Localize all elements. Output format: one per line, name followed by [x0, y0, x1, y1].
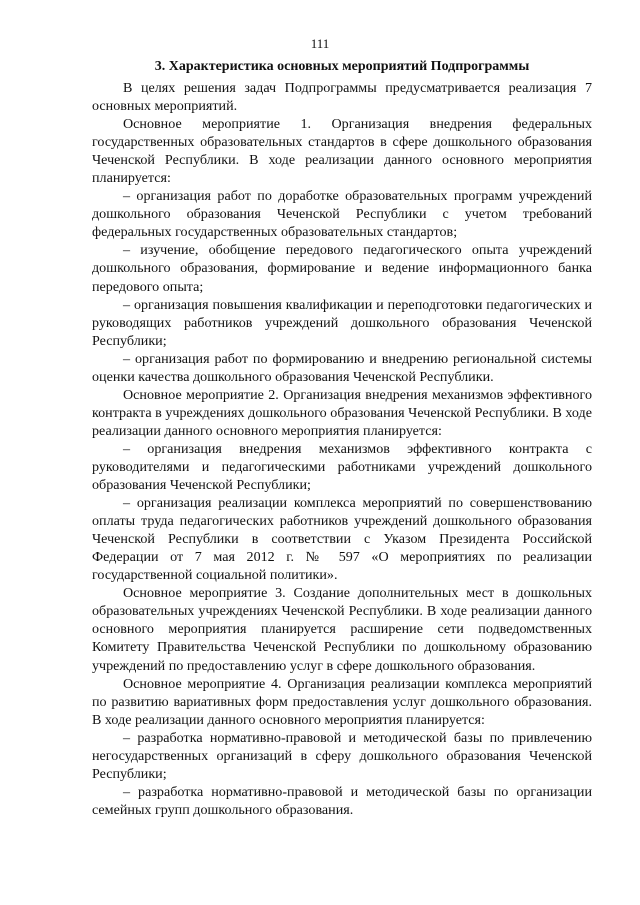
paragraph: – организация повышения квалификации и переподготовки педагогических и руководящих работников учреждений дошкольного образования Чеченской Республики;: [92, 296, 592, 349]
paragraph: – разработка нормативно-правовой и методической базы по организации семейных групп дошкольного образования.: [92, 783, 592, 818]
paragraph: Основное мероприятие 2. Организация внедрения механизмов эффективного контракта в учреждениях дошкольного образования Чеченской Республики. В ходе реализации данного основного мероприятия планируется:: [92, 386, 592, 439]
paragraph: Основное мероприятие 4. Организация реализации комплекса мероприятий по развитию вариативных форм предоставления услуг дошкольного образования. В ходе реализации данного основного мероприятия планируется:: [92, 675, 592, 728]
paragraph: Основное мероприятие 3. Создание дополнительных мест в дошкольных образовательных учреждениях Чеченской Республики. В ходе реализации данного основного мероприятия планируется расширение сети подведомственных Комитету Правительства Чеченской Республики по дошкольному образованию учреждений по предоставлению услуг в сфере дошкольного образования.: [92, 585, 592, 674]
document-body: [92, 79, 592, 819]
paragraph: – организация внедрения механизмов эффективного контракта с руководителями и педагогическими работниками учреждений дошкольного образования Чеченской Республики;: [92, 440, 592, 494]
page-number: 111: [310, 36, 330, 51]
paragraph: – разработка нормативно-правовой и методической базы по привлечению негосударственных организаций в сферу дошкольного образования Чеченской Республики;: [92, 729, 592, 782]
paragraph: – организация реализации комплекса мероприятий по совершенствованию оплаты труда педагогических работников учреждений дошкольного образования Чеченской Республики в соответствии с Указом Президента Российской Федерации от 7 мая 2012 г. № 597 «О мероприятиях по реализации государственной социальной политики».: [92, 495, 592, 584]
section-heading: 3. Характеристика основных мероприятий Подпрограммы: [154, 59, 530, 74]
paragraph: – изучение, обобщение передового педагогического опыта учреждений дошкольного образования, формирование и ведение информационного банка передового опыта;: [92, 242, 592, 295]
paragraph: В целях решения задач Подпрограммы предусматривается реализация 7 основных мероприятий.: [92, 80, 592, 115]
paragraph: – организация работ по доработке образовательных программ учреждений дошкольного образования Чеченской Республики с учетом требований федеральных государственных образовательных стандартов;: [92, 188, 592, 241]
paragraph: Основное мероприятие 1. Организация внедрения федеральных государственных образовательных стандартов в сфере дошкольного образования Чеченской Республики. В ходе реализации данного основного мероприятия планируется:: [92, 116, 592, 187]
paragraph: – организация работ по формированию и внедрению региональной системы оценки качества дошкольного образования Чеченской Республики.: [92, 350, 592, 385]
